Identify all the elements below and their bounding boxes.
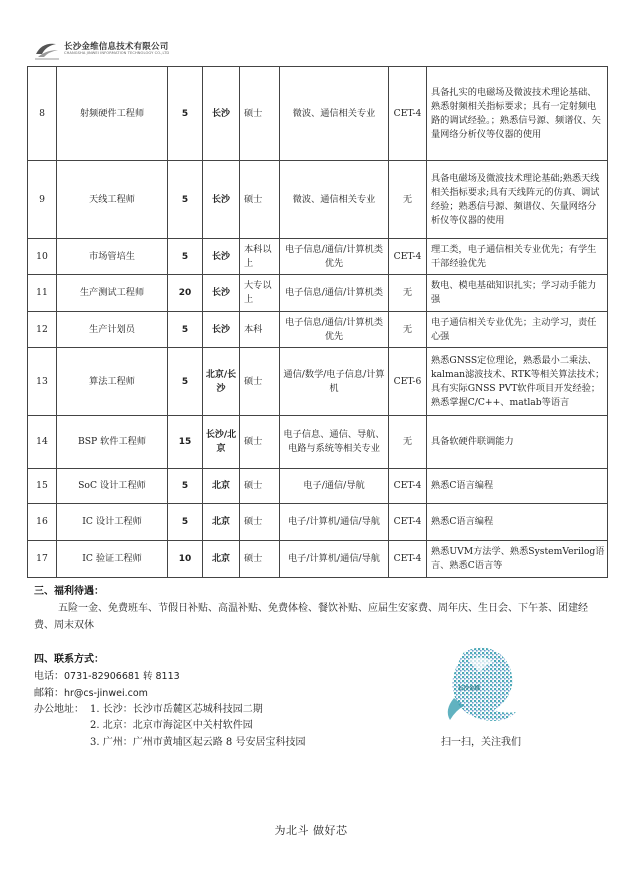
job-no: 15 bbox=[28, 469, 57, 504]
job-major: 电子/计算机/通信/导航 bbox=[280, 504, 389, 541]
table-row bbox=[28, 416, 608, 469]
job-major: 微波、通信相关专业 bbox=[280, 161, 389, 239]
table-row bbox=[28, 239, 608, 275]
job-english: CET-4 bbox=[389, 541, 427, 578]
job-location: 长沙/北京 bbox=[203, 416, 240, 469]
job-position: IC 验证工程师 bbox=[57, 541, 168, 578]
phone-label: 电话： bbox=[34, 671, 64, 682]
phone-value: 0731-82906681 转 8113 bbox=[64, 671, 180, 682]
contact-email bbox=[34, 684, 148, 699]
job-location: 长沙 bbox=[203, 239, 240, 275]
job-count: 5 bbox=[168, 469, 203, 504]
logo-company-cn: 长沙金维信息技术有限公司 bbox=[64, 42, 169, 52]
logo-company-en: CHANGSHA JINWEI INFORMATION TECHNOLOGY CO.,LTD bbox=[64, 51, 170, 55]
job-count: 5 bbox=[168, 312, 203, 348]
job-position: 算法工程师 bbox=[57, 348, 168, 416]
job-education: 硕士 bbox=[240, 348, 280, 416]
job-location: 长沙 bbox=[203, 275, 240, 312]
job-count: 20 bbox=[168, 275, 203, 312]
job-major: 电子信息/通信/计算机类优先 bbox=[280, 239, 389, 275]
job-count: 5 bbox=[168, 67, 203, 161]
footer-slogan: 为北斗 做好芯 bbox=[274, 824, 348, 837]
job-requirement: 数电、模电基础知识扎实；学习动手能力强 bbox=[427, 275, 608, 312]
table-row bbox=[28, 67, 608, 161]
job-location: 长沙 bbox=[203, 67, 240, 161]
job-major: 通信/数学/电子信息/计算机 bbox=[280, 348, 389, 416]
benefits-title: 三、福利待遇： bbox=[34, 586, 104, 597]
contact-title: 四、联系方式： bbox=[34, 654, 104, 665]
job-requirement: 理工类，电子通信相关专业优先；有学生干部经验优先 bbox=[427, 239, 608, 275]
job-requirement: 熟悉UVM方法学、熟悉SystemVerilog语言、熟悉C语言等 bbox=[427, 541, 608, 578]
qr-caption: 扫一扫，关注我们 bbox=[441, 737, 521, 748]
job-count: 5 bbox=[168, 504, 203, 541]
job-position: 市场管培生 bbox=[57, 239, 168, 275]
job-no: 11 bbox=[28, 275, 57, 312]
job-location: 北京 bbox=[203, 469, 240, 504]
job-position: IC 设计工程师 bbox=[57, 504, 168, 541]
job-count: 5 bbox=[168, 161, 203, 239]
table-row bbox=[28, 275, 608, 312]
email-link[interactable]: hr@cs-jinwei.com bbox=[64, 688, 148, 699]
address-beijing: 2. 北京：北京市海淀区中关村软件园 bbox=[90, 720, 253, 731]
job-location: 长沙 bbox=[203, 161, 240, 239]
job-requirement: 具备扎实的电磁场及微波技术理论基础、熟悉射频相关指标要求；具有一定射频电路的调试经验。；熟悉信号源、频谱仪、矢量网络分析仪等仪器的使用 bbox=[427, 67, 608, 161]
address-guangzhou: 3. 广州：广州市黄埔区起云路 8 号安居宝科技园 bbox=[90, 737, 306, 748]
job-location: 北京/长沙 bbox=[203, 348, 240, 416]
table-row bbox=[28, 469, 608, 504]
job-english: 无 bbox=[389, 161, 427, 239]
job-major: 电子信息/通信/计算机类优先 bbox=[280, 312, 389, 348]
job-major: 电子信息、通信、导航、电路与系统等相关专业 bbox=[280, 416, 389, 469]
qr-logo-text: 长沙金维 bbox=[458, 686, 481, 692]
job-position: BSP 软件工程师 bbox=[57, 416, 168, 469]
job-english: CET-4 bbox=[389, 469, 427, 504]
job-major: 电子/计算机/通信/导航 bbox=[280, 541, 389, 578]
job-no: 9 bbox=[28, 161, 57, 239]
job-no: 16 bbox=[28, 504, 57, 541]
job-education: 硕士 bbox=[240, 541, 280, 578]
job-location: 北京 bbox=[203, 504, 240, 541]
job-no: 10 bbox=[28, 239, 57, 275]
job-count: 5 bbox=[168, 239, 203, 275]
job-count: 5 bbox=[168, 348, 203, 416]
benefits-text: 五险一金、免费班车、节假日补贴、高温补贴、免费体检、餐饮补贴、应届生安家费、周年庆、生日会、下午茶、团建经费、周末双休 bbox=[34, 603, 588, 631]
table-row bbox=[28, 504, 608, 541]
job-education: 硕士 bbox=[240, 161, 280, 239]
job-position: 生产测试工程师 bbox=[57, 275, 168, 312]
table-row bbox=[28, 161, 608, 239]
job-major: 电子信息/通信/计算机类 bbox=[280, 275, 389, 312]
job-position: SoC 设计工程师 bbox=[57, 469, 168, 504]
job-requirement: 具备软硬件联调能力 bbox=[427, 416, 608, 469]
qr-code-icon[interactable] bbox=[434, 640, 526, 730]
job-position: 天线工程师 bbox=[57, 161, 168, 239]
job-english: CET-6 bbox=[389, 348, 427, 416]
job-major: 微波、通信相关专业 bbox=[280, 67, 389, 161]
address-changsha: 1. 长沙：长沙市岳麓区芯城科技园二期 bbox=[90, 704, 263, 715]
job-english: CET-4 bbox=[389, 239, 427, 275]
table-row bbox=[28, 312, 608, 348]
logo-swirl-icon bbox=[34, 38, 60, 60]
contact-phone bbox=[34, 667, 180, 682]
job-major: 电子/通信/导航 bbox=[280, 469, 389, 504]
job-english: 无 bbox=[389, 275, 427, 312]
job-position: 生产计划员 bbox=[57, 312, 168, 348]
job-english: CET-4 bbox=[389, 67, 427, 161]
job-requirement: 电子通信相关专业优先；主动学习，责任心强 bbox=[427, 312, 608, 348]
table-row bbox=[28, 348, 608, 416]
job-requirement: 熟悉GNSS定位理论，熟悉最小二乘法、kalman滤波技术、RTK等相关算法技术；具有实际GNSS PVT软件项目开发经验；熟悉掌握C/C++、matlab等语言 bbox=[427, 348, 608, 416]
job-education: 本科 bbox=[240, 312, 280, 348]
email-label: 邮箱： bbox=[34, 688, 64, 699]
job-education: 硕士 bbox=[240, 416, 280, 469]
job-education: 硕士 bbox=[240, 469, 280, 504]
job-english: CET-4 bbox=[389, 504, 427, 541]
job-requirement: 熟悉C语言编程 bbox=[427, 469, 608, 504]
job-location: 长沙 bbox=[203, 312, 240, 348]
job-count: 10 bbox=[168, 541, 203, 578]
job-english: 无 bbox=[389, 312, 427, 348]
job-education: 大专以上 bbox=[240, 275, 280, 312]
job-count: 15 bbox=[168, 416, 203, 469]
job-education: 本科以上 bbox=[240, 239, 280, 275]
job-english: 无 bbox=[389, 416, 427, 469]
job-no: 13 bbox=[28, 348, 57, 416]
job-no: 14 bbox=[28, 416, 57, 469]
address-label: 办公地址： bbox=[34, 704, 84, 715]
job-location: 北京 bbox=[203, 541, 240, 578]
job-position: 射频硬件工程师 bbox=[57, 67, 168, 161]
job-education: 硕士 bbox=[240, 504, 280, 541]
job-no: 17 bbox=[28, 541, 57, 578]
job-no: 12 bbox=[28, 312, 57, 348]
job-requirement: 熟悉C语言编程 bbox=[427, 504, 608, 541]
table-row bbox=[28, 541, 608, 578]
job-education: 硕士 bbox=[240, 67, 280, 161]
jobs-table bbox=[27, 66, 608, 578]
job-no: 8 bbox=[28, 67, 57, 161]
company-logo bbox=[34, 38, 234, 62]
job-requirement: 具备电磁场及微波技术理论基础;熟悉天线相关指标要求;具有天线阵元的仿真、调试经验；熟悉信号源、频谱仪、矢量网络分析仪等仪器的使用 bbox=[427, 161, 608, 239]
